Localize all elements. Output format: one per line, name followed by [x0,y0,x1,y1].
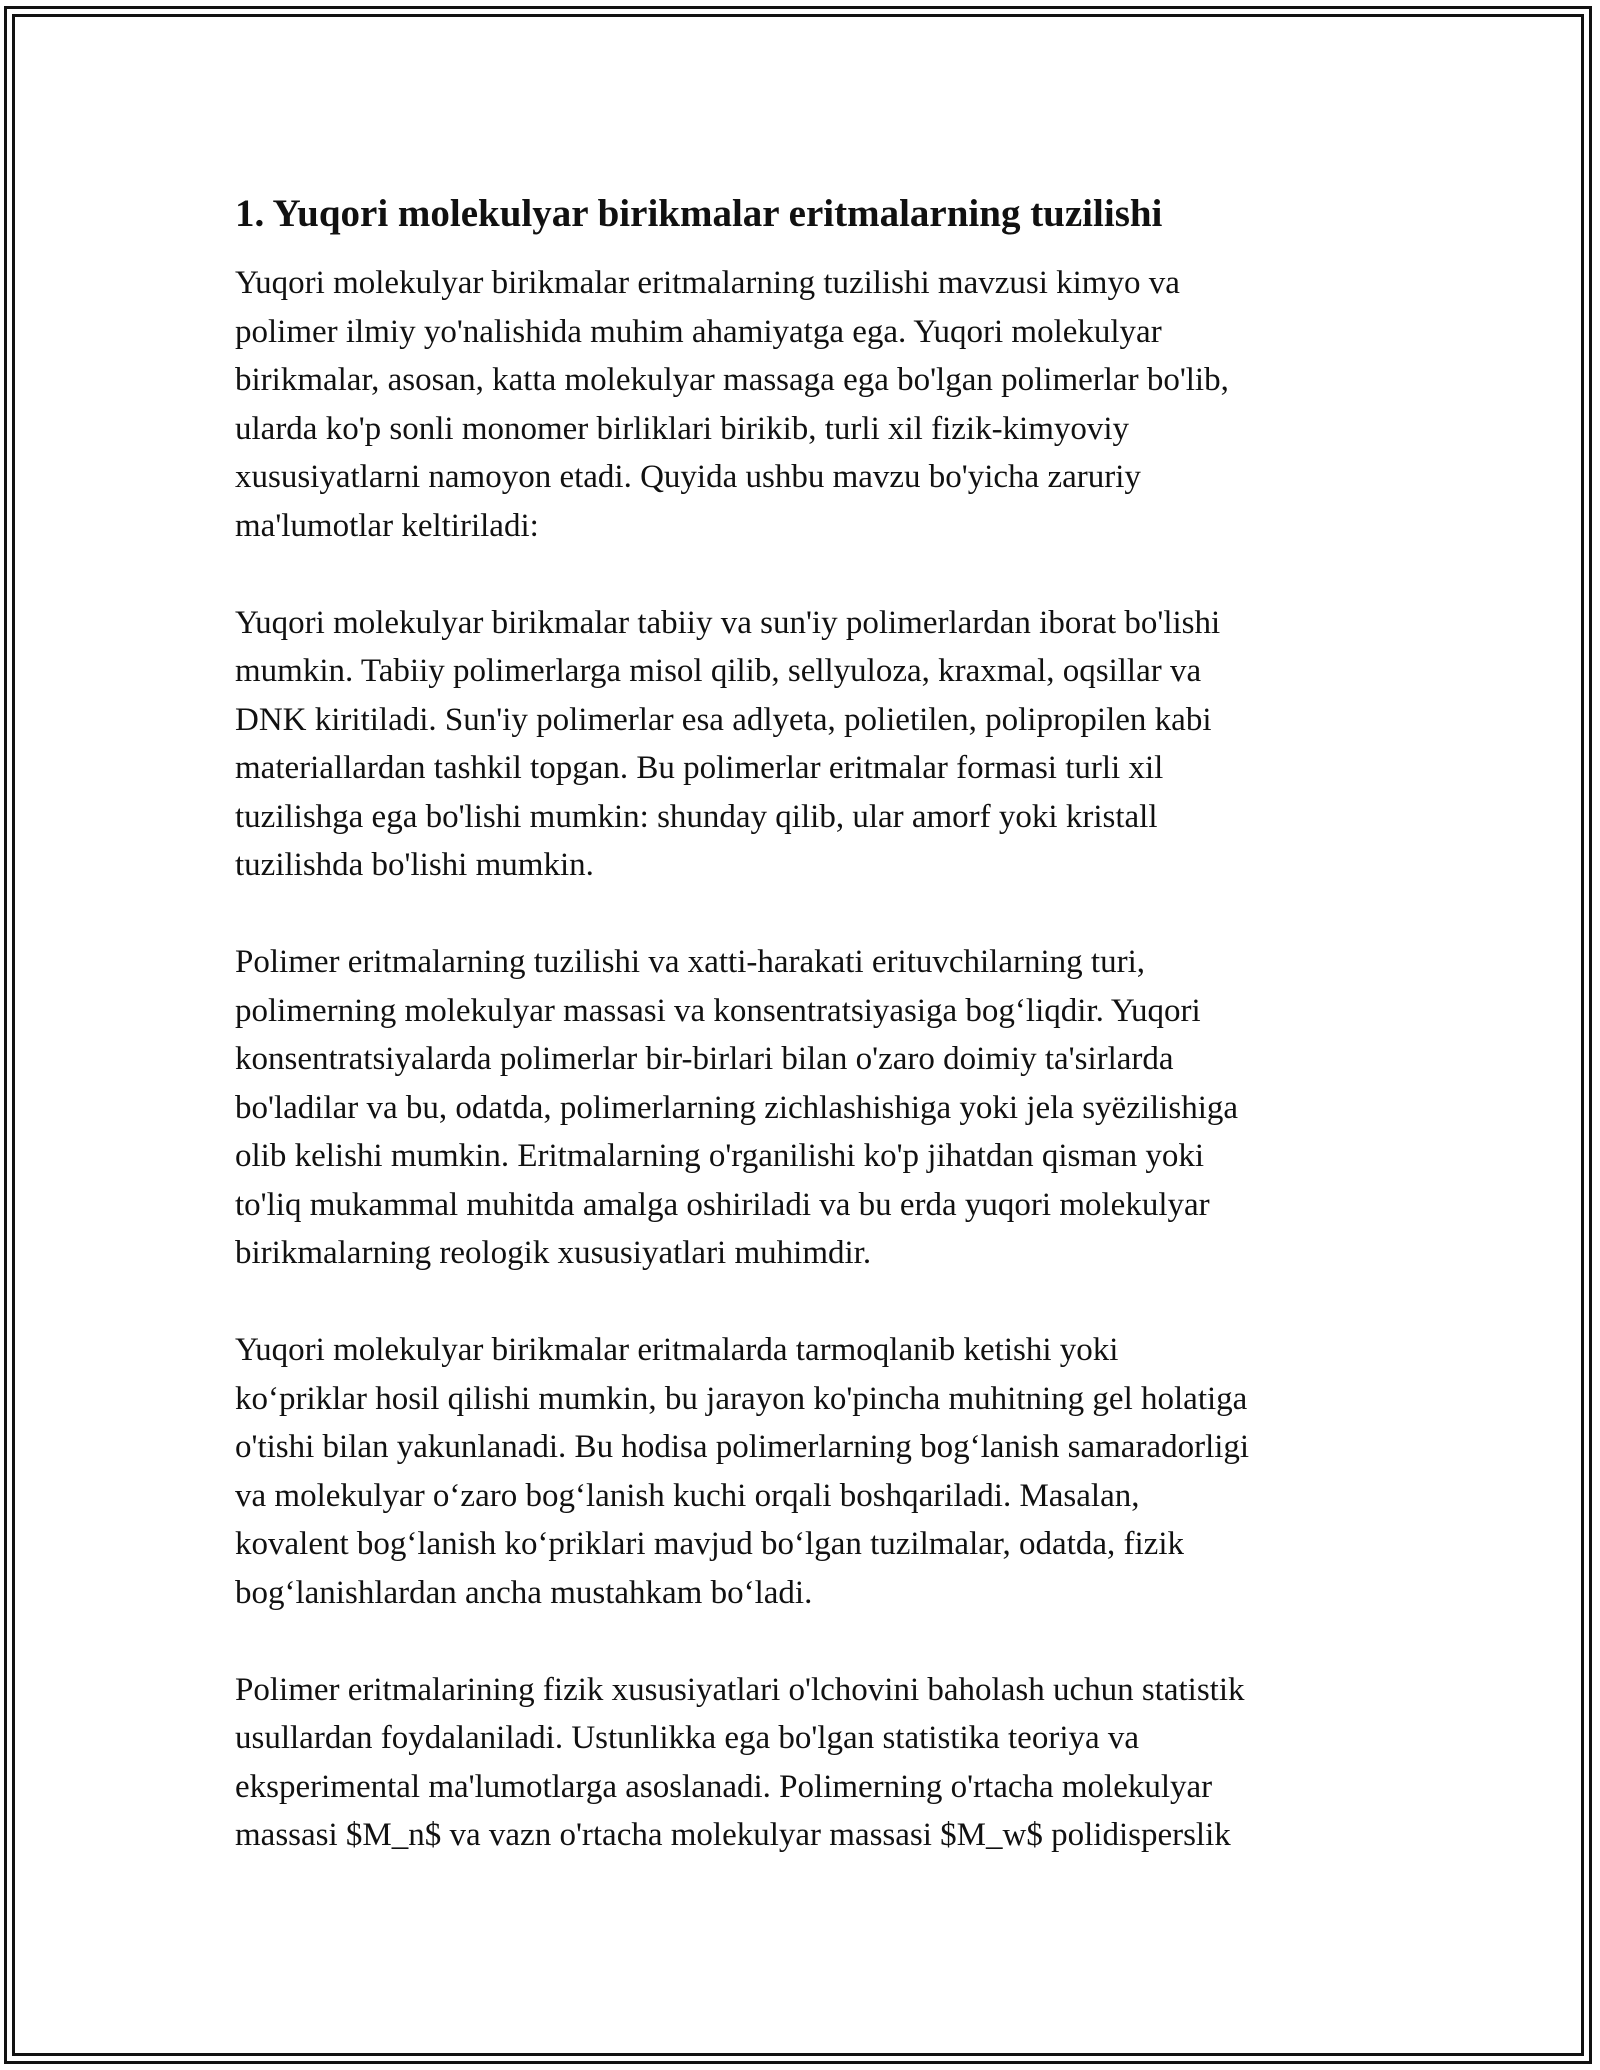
document-body [235,186,1370,1908]
text-line: Yuqori molekulyar birikmalar eritmalarning tuzilishi mavzusi kimyo va [235,265,1180,301]
text-line: DNK kiritiladi. Sun'iy polimerlar esa adlyeta, polietilen, polipropilen kabi [235,701,1212,738]
text-line: Polimer eritmalarning tuzilishi va xatti-harakati erituvchilarning turi, [235,944,1145,980]
text-line: eksperimental ma'lumotlarga asoslanadi. Polimerning o'rtacha molekulyar [235,1768,1213,1805]
paragraph-5 [235,1666,1370,1860]
text-line: usullardan foydalaniladi. Ustunlikka ega bo'lgan statistika teoriya va [235,1720,1140,1756]
text-line: kovalent bog‘lanish ko‘priklari mavjud bo‘lgan tuzilmalar, odatda, fizik [235,1526,1184,1562]
text-line: polimer ilmiy yo'nalishida muhim ahamiyatga ega. Yuqori molekulyar [235,313,1162,350]
text-line: tuzilishga ega bo'lishi mumkin: shunday qilib, ular amorf yoki kristall [235,798,1158,835]
text-line: mumkin. Tabiiy polimerlarga misol qilib, sellyuloza, kraxmal, oqsillar va [235,653,1202,689]
paragraph-1 [235,259,1370,550]
text-line: to'liq mukammal muhitda amalga oshiriladi va bu erda yuqori molekulyar [235,1186,1210,1223]
text-line: olib kelishi mumkin. Eritmalarning o'rganilishi ko'p jihatdan qisman yoki [235,1138,1205,1174]
text-line: bo'ladilar va bu, odatda, polimerlarning zichlashishiga yoki jela syëzilishiga [235,1089,1239,1126]
text-line: xususiyatlarni namoyon etadi. Quyida ushbu mavzu bo'yicha zaruriy [235,459,1141,495]
text-line: Yuqori molekulyar birikmalar eritmalarda tarmoqlanib ketishi yoki [235,1332,1119,1368]
text-line: Yuqori molekulyar birikmalar tabiiy va sun'iy polimerlardan iborat bo'lishi [235,604,1221,641]
text-line: tuzilishda bo'lishi mumkin. [235,847,594,883]
paragraph-3 [235,938,1370,1278]
text-line: massasi $M_n$ va vazn o'rtacha molekulyar massasi $M_w$ polidisperslik [235,1817,1231,1853]
text-line: polimerning molekulyar massasi va konsentratsiyasiga bog‘liqdir. Yuqori [235,992,1201,1029]
text-line: Polimer eritmalarining fizik xususiyatlari o'lchovini baholash uchun statistik [235,1671,1245,1708]
text-line: birikmalarning reologik xususiyatlari muhimdir. [235,1235,872,1271]
section-heading: 1. Yuqori molekulyar birikmalar eritmalarning tuzilishi [235,192,1163,235]
text-line: o'tishi bilan yakunlanadi. Bu hodisa polimerlarning bog‘lanish samaradorligi [235,1429,1250,1465]
text-line: ko‘priklar hosil qilishi mumkin, bu jarayon ko'pincha muhitning gel holatiga [235,1380,1248,1417]
text-line: birikmalar, asosan, katta molekulyar massaga ega bo'lgan polimerlar bo'lib, [235,362,1229,398]
text-line: ma'lumotlar keltiriladi: [235,507,539,544]
text-line: va molekulyar o‘zaro bog‘lanish kuchi orqali boshqariladi. Masalan, [235,1477,1140,1514]
paragraph-4 [235,1326,1370,1617]
text-line: konsentratsiyalarda polimerlar bir-birlari bilan o'zaro doimiy ta'sirlarda [235,1041,1174,1077]
paragraph-2 [235,599,1370,890]
text-line: bog‘lanishlardan ancha mustahkam bo‘ladi. [235,1574,813,1611]
text-line: ularda ko'p sonli monomer birliklari birikib, turli xil fizik-kimyoviy [235,410,1130,447]
text-line: materiallardan tashkil topgan. Bu polimerlar eritmalar formasi turli xil [235,750,1164,786]
